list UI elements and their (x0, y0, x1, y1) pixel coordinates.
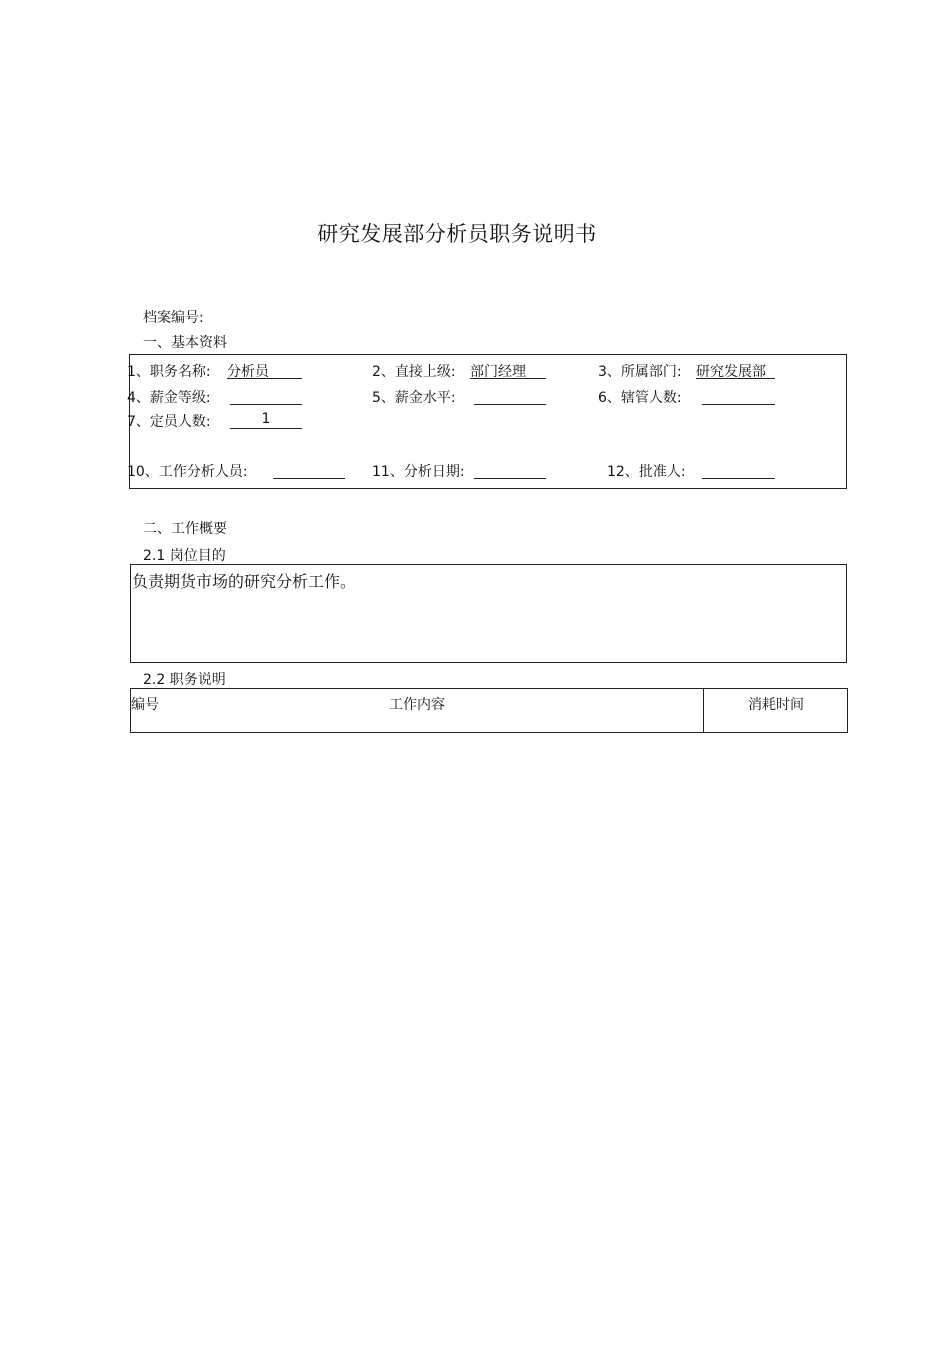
section2-heading: 二、工作概要 (143, 521, 227, 537)
table-header-content: 工作内容 (389, 697, 445, 713)
section1-heading: 一、基本资料 (143, 335, 227, 351)
job-purpose-box (130, 564, 847, 663)
salary-grade-value[interactable] (230, 387, 302, 405)
table-header-number: 编号 (131, 697, 159, 713)
direct-supervisor-value[interactable]: 部门经理 (470, 361, 546, 379)
approver-label: 12、批准人: (607, 464, 686, 480)
department-label: 3、所属部门: (598, 364, 682, 380)
salary-level-label: 5、薪金水平: (372, 390, 456, 406)
direct-supervisor-label: 2、直接上级: (372, 364, 456, 380)
approver-value[interactable] (702, 461, 775, 479)
subordinates-count-label: 6、辖管人数: (598, 390, 682, 406)
document-title: 研究发展部分析员职务说明书 (317, 222, 597, 246)
job-description-heading: 2.2 职务说明 (143, 672, 226, 688)
table-header-time: 消耗时间 (748, 697, 804, 713)
job-purpose-text: 负责期货市场的研究分析工作。 (132, 572, 357, 591)
analysis-date-value[interactable] (474, 461, 546, 479)
job-analyst-label: 10、工作分析人员: (127, 464, 248, 480)
job-purpose-heading: 2.1 岗位目的 (143, 548, 226, 564)
salary-level-value[interactable] (474, 387, 546, 405)
archive-number-label: 档案编号: (143, 310, 204, 326)
basic-info-box (129, 354, 847, 489)
job-title-label: 1、职务名称: (127, 364, 211, 380)
headcount-label: 7、定员人数: (127, 414, 211, 430)
job-title-value[interactable]: 分析员 (227, 361, 302, 379)
job-description-table (130, 688, 848, 733)
salary-grade-label: 4、薪金等级: (127, 390, 211, 406)
subordinates-count-value[interactable] (702, 387, 775, 405)
department-value[interactable]: 研究发展部 (696, 361, 775, 379)
analysis-date-label: 11、分析日期: (372, 464, 465, 480)
headcount-value[interactable]: 1 (230, 411, 302, 429)
job-analyst-value[interactable] (273, 461, 345, 479)
